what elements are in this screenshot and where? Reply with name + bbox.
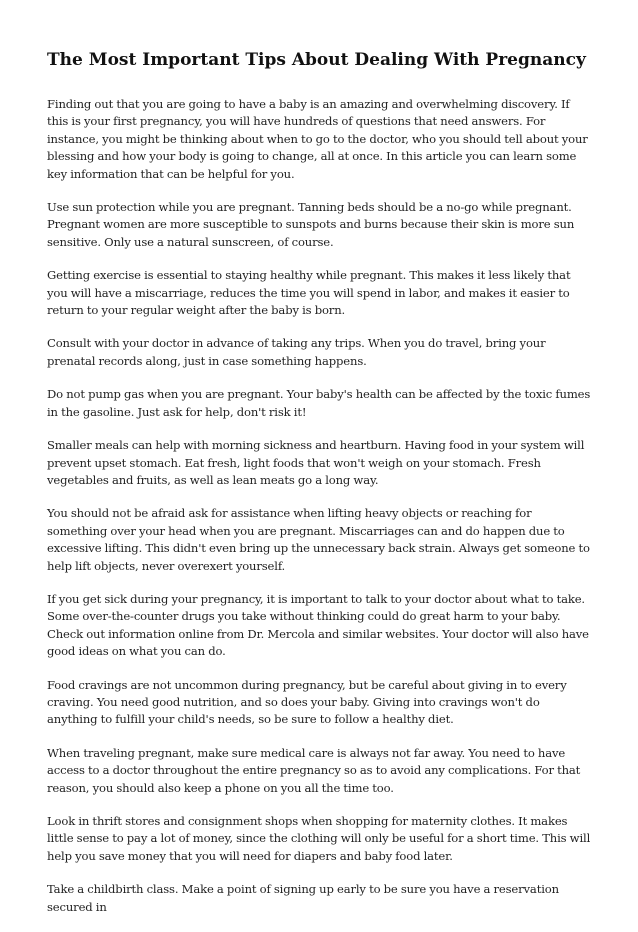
paragraph-cravings: Food cravings are not uncommon during pregnancy, but be careful about giving in to every craving. You need good nutrition, and so does your baby. Giving into cravings won't do anything to fulfill your child's needs, so be sure to follow a healthy diet. [47,677,567,727]
paragraph-intro: Finding out that you are going to have a baby is an amazing and overwhelming discovery. If this is your first pregnancy, you will have hundreds of questions that need answers. For instance, you might be thinking about when to go to the doctor, who you should tell about your blessing and how your body is going to change, all at once. In this article you can learn some key information that can be helpful for you. [47,97,588,181]
paragraph-gas: Do not pump gas when you are pregnant. Your baby's health can be affected by the toxic fumes in the gasoline. Just ask for help, don't risk it! [47,387,591,419]
paragraph-smaller-meals: Smaller meals can help with morning sickness and heartburn. Having food in your system will prevent upset stomach. Eat fresh, light foods that won't weigh on your stomach. Fresh vegetables and fruits, as well as lean meats go a long way. [47,438,585,487]
paragraph-lifting: You should not be afraid ask for assistance when lifting heavy objects or reaching for something over your head when you are pregnant. Miscarriages can and do happen due to excessive lifting. This didn't even bring up the unnecessary back strain. Always get someone to help lift objects, never overexert yourself. [47,506,590,573]
paragraph-exercise: Getting exercise is essential to staying healthy while pregnant. This makes it less likely that you will have a miscarriage, reduces the time you will spend in labor, and makes it easier to return to your regular weight after the baby is born. [47,268,571,318]
paragraph-childbirth-class: Take a childbirth class. Make a point of signing up early to be sure you have a reservation secured in [47,882,559,914]
document-page [47,48,593,932]
document-title: The Most Important Tips About Dealing With Pregnancy [47,50,586,70]
paragraph-thrift-stores: Look in thrift stores and consignment shops when shopping for maternity clothes. It makes little sense to pay a lot of money, since the clothing will only be useful for a short time. This will help you save money that you will need for diapers and baby food later. [47,814,591,863]
paragraph-trips: Consult with your doctor in advance of taking any trips. When you do travel, bring your prenatal records along, just in case something happens. [47,336,546,368]
paragraph-sun-protection: Use sun protection while you are pregnant. Tanning beds should be a no-go while pregnant. Pregnant women are more susceptible to sunspots and burns because their skin is more sun sensitive. Only use a natural sunscreen, of course. [47,200,575,249]
paragraph-traveling: When traveling pregnant, make sure medical care is always not far away. You need to have access to a doctor throughout the entire pregnancy so as to avoid any complications. For that reason, you should also keep a phone on you all the time too. [47,745,581,795]
paragraph-sick: If you get sick during your pregnancy, it is important to talk to your doctor about what to take. Some over-the-counter drugs you take without thinking could do great harm to your baby. Check out information online from Dr. Mercola and similar websites. Your doctor will also have good ideas on what you can do. [47,591,589,659]
